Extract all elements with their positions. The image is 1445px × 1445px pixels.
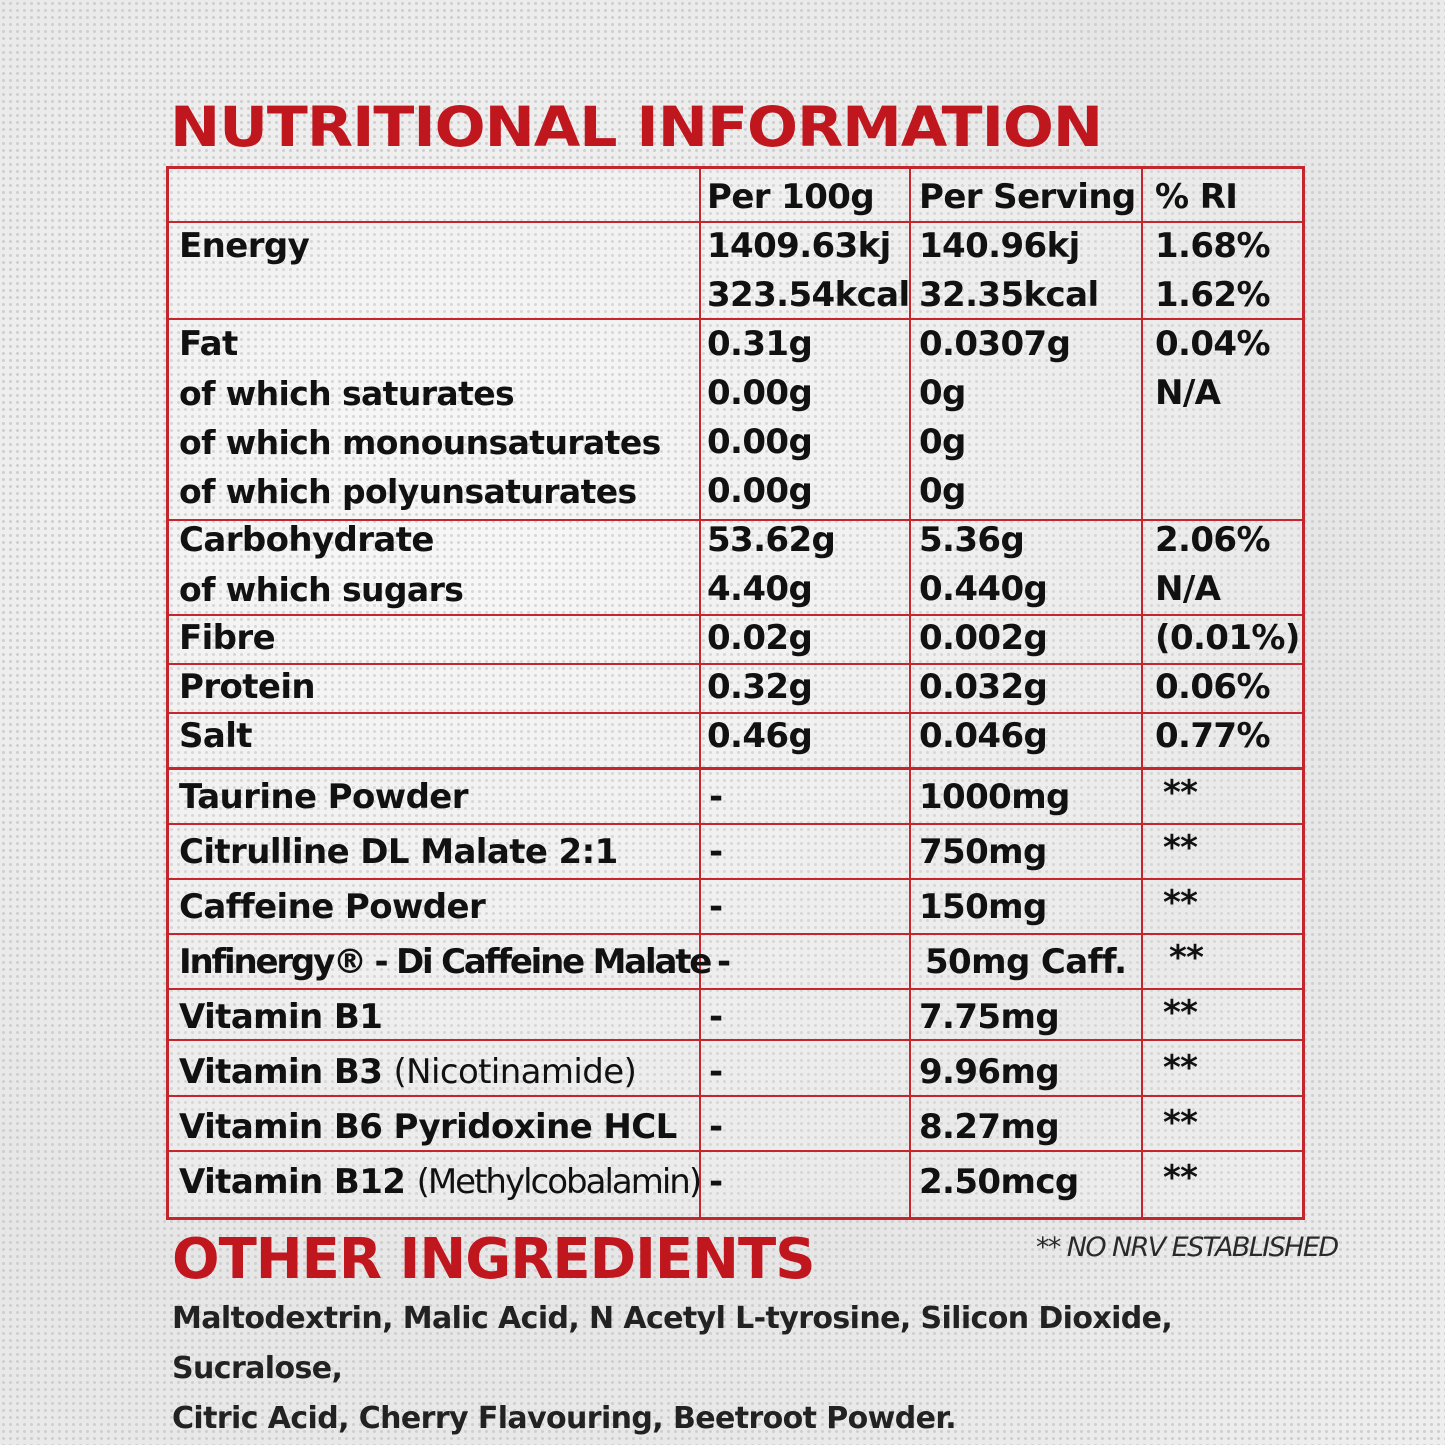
row-carbohydrate-label: Carbohydrate <box>179 520 434 560</box>
row-fibre-label: Fibre <box>179 618 276 658</box>
row-vitamin-b6-serving: 8.27mg <box>919 1107 1060 1147</box>
row-vitamin-b1-serving: 7.75mg <box>919 997 1060 1037</box>
row-vitamin-b3-form: (Nicotinamide) <box>393 1052 637 1092</box>
ingredients-line-1: Maltodextrin, Malic Acid, N Acetyl L-tyrosine, Silicon Dioxide, Sucralose, <box>172 1301 1173 1386</box>
row-vitamin-b6-per100: - <box>709 1107 723 1147</box>
row-protein-label: Protein <box>179 667 316 707</box>
row-infinergy-serving: 50mg Caff. <box>925 942 1127 982</box>
row-salt-per100: 0.46g <box>707 716 813 756</box>
row-salt-ri: 0.77% <box>1155 716 1270 756</box>
row-vitamin-b6-label: Vitamin B6 Pyridoxine HCL <box>179 1107 677 1147</box>
row-citrulline-label: Citrulline DL Malate 2:1 <box>179 832 618 872</box>
row-divider <box>169 878 1302 880</box>
column-divider <box>699 169 701 1217</box>
row-vitamin-b3-label <box>179 1048 636 1097</box>
row-caffeine-serving: 150mg <box>919 887 1047 927</box>
row-vitamin-b12-serving: 2.50mcg <box>919 1162 1079 1202</box>
ingredients-line-2: Citric Acid, Cherry Flavouring, Beetroot Powder. <box>172 1401 957 1436</box>
header-percent-ri: % RI <box>1155 177 1238 217</box>
row-monounsaturates-label: of which monounsaturates <box>179 423 661 462</box>
page-title: NUTRITIONAL INFORMATION <box>170 95 1103 160</box>
row-polyunsaturates-per100: 0.00g <box>707 471 813 511</box>
row-carbohydrate-serving: 5.36g <box>919 520 1025 560</box>
row-sugars-per100: 4.40g <box>707 569 813 609</box>
row-fat-label: Fat <box>179 324 238 364</box>
row-salt-serving: 0.046g <box>919 716 1048 756</box>
section-divider <box>169 767 1302 770</box>
row-carbohydrate-per100: 53.62g <box>707 520 836 560</box>
row-vitamin-b12-name: Vitamin B12 <box>179 1162 406 1202</box>
row-infinergy-label: Infinergy® - Di Caffeine Malate <box>179 942 711 982</box>
row-energy-serving: 140.96kj <box>919 226 1080 266</box>
row-taurine-serving: 1000mg <box>919 777 1070 817</box>
ingredients-list <box>172 1294 1292 1444</box>
row-vitamin-b1-per100: - <box>709 997 723 1037</box>
header-per-100g: Per 100g <box>707 177 875 217</box>
row-caffeine-ri: ** <box>1163 883 1198 923</box>
row-citrulline-serving: 750mg <box>919 832 1047 872</box>
row-sugars-label: of which sugars <box>179 570 464 609</box>
row-carbohydrate-ri: 2.06% <box>1155 520 1270 560</box>
row-protein-serving: 0.032g <box>919 667 1048 707</box>
row-polyunsaturates-label: of which polyunsaturates <box>179 472 637 511</box>
row-divider <box>169 823 1302 825</box>
row-fat-per100: 0.31g <box>707 324 813 364</box>
row-vitamin-b12-label <box>179 1158 700 1207</box>
row-vitamin-b1-ri: ** <box>1163 993 1198 1033</box>
column-divider <box>1141 169 1143 1217</box>
row-vitamin-b3-ri: ** <box>1163 1048 1198 1088</box>
row-infinergy-per100: - <box>717 942 731 982</box>
row-energy-label: Energy <box>179 226 310 266</box>
row-saturates-label: of which saturates <box>179 374 515 413</box>
row-energy-per100: 1409.63kj <box>707 226 891 266</box>
row-energy-kcal-per100: 323.54kcal <box>707 275 910 315</box>
row-taurine-label: Taurine Powder <box>179 777 468 817</box>
row-energy-ri: 1.68% <box>1155 226 1270 266</box>
header-per-serving: Per Serving <box>919 177 1136 217</box>
row-taurine-per100: - <box>709 777 723 817</box>
row-vitamin-b6-ri: ** <box>1163 1103 1198 1143</box>
row-vitamin-b12-form: (Methylcobalamin) <box>416 1162 701 1202</box>
row-fibre-per100: 0.02g <box>707 618 813 658</box>
row-monounsaturates-serving: 0g <box>919 422 966 462</box>
row-vitamin-b3-per100: - <box>709 1052 723 1092</box>
nutrition-table <box>166 166 1305 1220</box>
row-caffeine-label: Caffeine Powder <box>179 887 486 927</box>
row-fibre-serving: 0.002g <box>919 618 1048 658</box>
row-fat-ri: 0.04% <box>1155 324 1270 364</box>
row-energy-kcal-ri: 1.62% <box>1155 275 1270 315</box>
column-divider <box>909 169 911 1217</box>
row-divider <box>169 988 1302 990</box>
other-ingredients-heading: OTHER INGREDIENTS <box>172 1227 815 1292</box>
row-protein-per100: 0.32g <box>707 667 813 707</box>
row-infinergy-ri: ** <box>1169 938 1204 978</box>
row-saturates-per100: 0.00g <box>707 373 813 413</box>
row-protein-ri: 0.06% <box>1155 667 1270 707</box>
nrv-note: ** NO NRV ESTABLISHED <box>1036 1232 1338 1263</box>
row-taurine-ri: ** <box>1163 773 1198 813</box>
row-vitamin-b12-per100: - <box>709 1162 723 1202</box>
row-saturates-serving: 0g <box>919 373 966 413</box>
row-monounsaturates-per100: 0.00g <box>707 422 813 462</box>
row-citrulline-ri: ** <box>1163 828 1198 868</box>
row-vitamin-b1-label: Vitamin B1 <box>179 997 383 1037</box>
row-divider <box>169 933 1302 935</box>
row-vitamin-b3-serving: 9.96mg <box>919 1052 1060 1092</box>
row-polyunsaturates-serving: 0g <box>919 471 966 511</box>
row-saturates-ri: N/A <box>1155 373 1221 413</box>
row-caffeine-per100: - <box>709 887 723 927</box>
row-fat-serving: 0.0307g <box>919 324 1071 364</box>
row-sugars-serving: 0.440g <box>919 569 1048 609</box>
row-salt-label: Salt <box>179 716 252 756</box>
row-fibre-ri: (0.01%) <box>1155 618 1300 658</box>
row-sugars-ri: N/A <box>1155 569 1221 609</box>
row-energy-kcal-serving: 32.35kcal <box>919 275 1099 315</box>
row-citrulline-per100: - <box>709 832 723 872</box>
row-vitamin-b12-ri: ** <box>1163 1158 1198 1198</box>
row-vitamin-b3-name: Vitamin B3 <box>179 1052 383 1092</box>
